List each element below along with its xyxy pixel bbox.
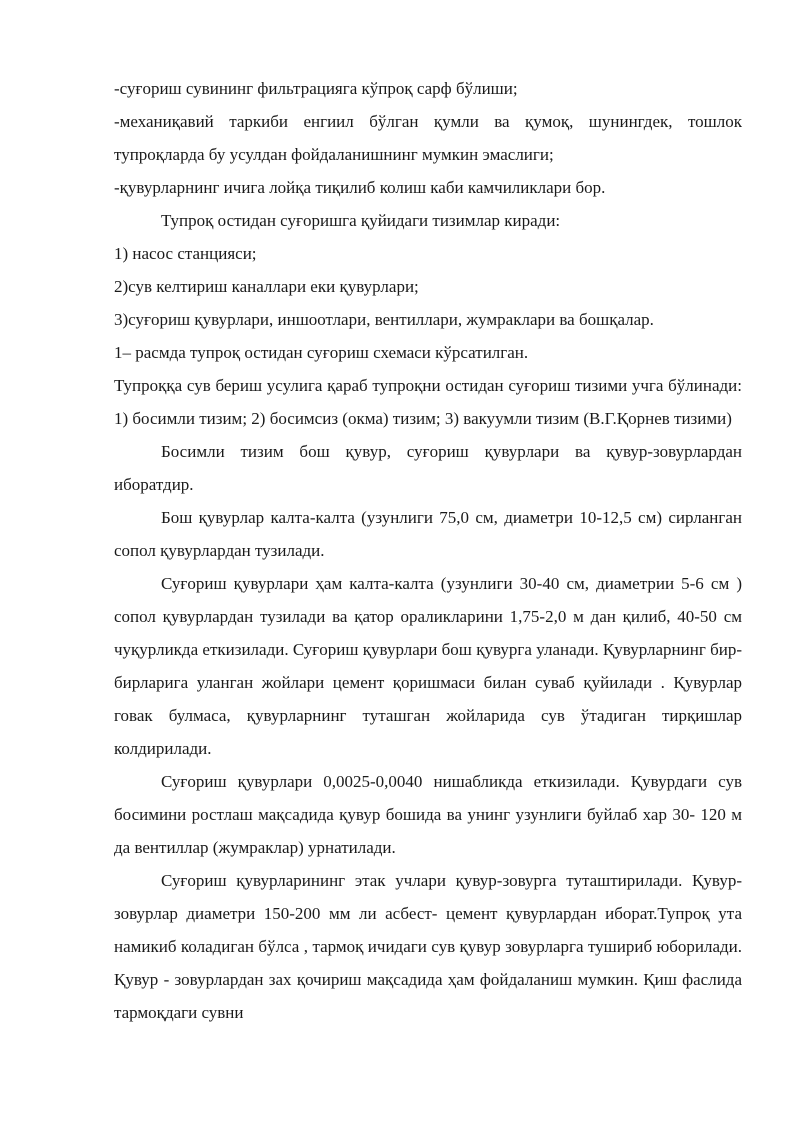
paragraph-irrigation-pipes: Суғориш қувурлари ҳам калта-калта (узунлиги 30-40 см, диаметрии 5-6 см ) сопол қувурлардан тузилади ва қатор ораликларини 1,75-2,0 м дан қилиб, 40-50 см чуқурликда еткизилади. Суғориш қувурлари бош қувурга уланади. Қувурларнинг бир-бирларига уланган жойлари цемент қоришмаси билан суваб қуйилади . Қувурлар говак булмаса, қувурларнинг туташган жойларида сув ўтадиган тирқишлар колдирилади. <box>114 574 742 758</box>
paragraph-main-pipes: Бош қувурлар калта-калта (узунлиги 75,0 см, диаметри 10-12,5 см) сирланган сопол қувурлардан тузилади. <box>114 508 742 560</box>
paragraph-slope-valves: Суғориш қувурлари 0,0025-0,0040 нишабликда еткизилади. Қувурдаги сув босимини ростлаш мақсадида қувур бошида ва унинг узунлиги буйлаб хар 30- 120 м да вентиллар (жумраклар) урнатилади. <box>114 772 742 857</box>
list-item-pump-station: 1) насос станцияси; <box>114 244 257 263</box>
paragraph-pressure-system: Босимли тизим бош қувур, суғориш қувурлари ва қувур-зовурлардан иборатдир. <box>114 442 742 494</box>
document-page <box>114 72 742 1029</box>
paragraph-filtration-loss: -суғориш сувининг фильтрацияга кўпроқ сарф бўлиши; <box>114 79 518 98</box>
list-item-supply-channels: 2)сув келтириш каналлари еки қувурлари; <box>114 277 419 296</box>
paragraph-drain-pipes: Суғориш қувурларининг этак учлари қувур-зовурга туташтирилади. Қувур-зовурлар диаметри 150-200 мм ли асбест- цемент қувурлардан иборат.Тупроқ ута намикиб коладиган бўлса , тармоқ ичидаги сув қувур зовурларга тушириб юборилади. Қувур - зовурлардан зах қочириш мақсадида ҳам фойдаланиш мумкин. Қиш фаслида тармоқдаги сувни <box>114 871 742 1022</box>
paragraph-soil-limitation: -механиқавий таркиби енгиил бўлган қумли ва қумоқ, шунингдек, тошлок тупроқларда бу усулдан фойдаланишнинг мумкин эмаслиги; <box>114 112 742 164</box>
paragraph-systems-intro: Тупроқ остидан суғоришга қуйидаги тизимлар киради: <box>161 211 561 230</box>
paragraph-system-types: Тупроққа сув бериш усулига қараб тупроқни остидан суғориш тизими учга бўлинади: 1) босимли тизим; 2) босимсиз (окма) тизим; 3) вакуумли тизим (В.Г.Қорнев тизими) <box>114 376 742 428</box>
paragraph-figure-reference: 1– расмда тупроқ остидан суғориш схемаси кўрсатилган. <box>114 343 529 362</box>
list-item-irrigation-pipes: 3)суғориш қувурлари, иншоотлари, вентиллари, жумраклари ва бошқалар. <box>114 310 654 329</box>
paragraph-pipe-clogging: -қувурларнинг ичига лойқа тиқилиб колиш каби камчиликлари бор. <box>114 178 606 197</box>
